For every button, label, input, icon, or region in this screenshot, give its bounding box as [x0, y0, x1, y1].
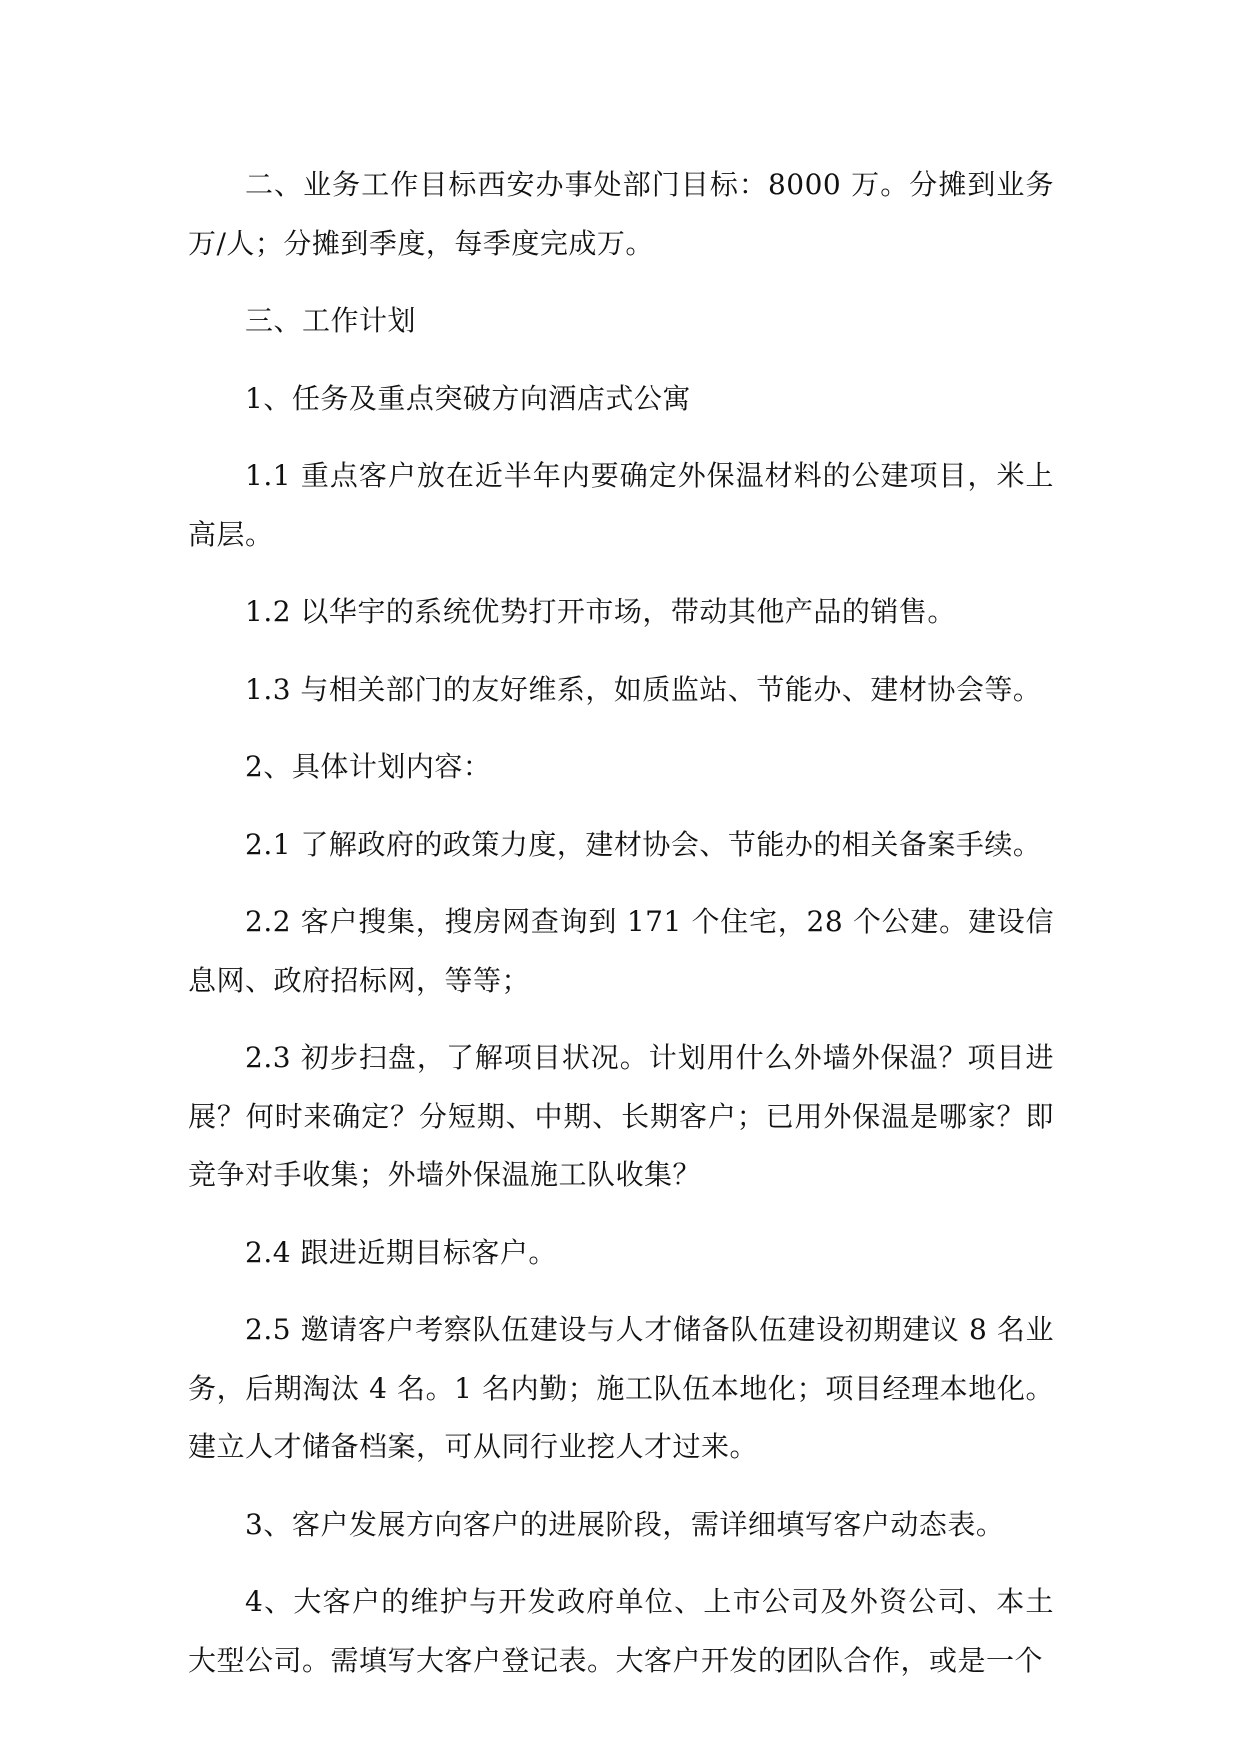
paragraph-client-direction: 3、客户发展方向客户的进展阶段，需详细填写客户动态表。 [245, 1507, 1005, 1541]
paragraph-2-4: 2.4 跟进近期目标客户。 [245, 1235, 557, 1269]
paragraph-1-3: 1.3 与相关部门的友好维系，如质监站、节能办、建材协会等。 [245, 672, 1042, 706]
paragraph-2-3: 2.3 初步扫盘，了解项目状况。计划用什么外墙外保温？项目进展？何时来确定？分短期、中期、长期客户；已用外保温是哪家？即竞争对手收集；外墙外保温施工队收集？ [188, 1041, 1054, 1191]
paragraph-task-focus: 1、任务及重点突破方向酒店式公寓 [245, 381, 691, 415]
document-body [188, 156, 1054, 1709]
paragraph-business-goal: 二、业务工作目标西安办事处部门目标：8000 万。分摊到业务万/人；分摊到季度，每季度完成万。 [188, 168, 1054, 260]
paragraph-2-5: 2.5 邀请客户考察队伍建设与人才储备队伍建设初期建议 8 名业务，后期淘汰 4 名。1 名内勤；施工队伍本地化；项目经理本地化。建立人才储备档案，可从同行业挖人才过来。 [188, 1313, 1054, 1463]
paragraph-plan-content: 2、具体计划内容： [245, 750, 492, 783]
paragraph-1-2: 1.2 以华宇的系统优势打开市场，带动其他产品的销售。 [245, 595, 956, 628]
paragraph-1-1: 1.1 重点客户放在近半年内要确定外保温材料的公建项目，米上高层。 [188, 459, 1054, 551]
paragraph-2-2: 2.2 客户搜集，搜房网查询到 171 个住宅，28 个公建。建设信息网、政府招标网，等等； [188, 905, 1054, 997]
paragraph-2-1: 2.1 了解政府的政策力度，建材协会、节能办的相关备案手续。 [245, 827, 1042, 861]
heading-work-plan: 三、工作计划 [245, 304, 417, 337]
paragraph-key-accounts: 4、大客户的维护与开发政府单位、上市公司及外资公司、本土大型公司。需填写大客户登记表。大客户开发的团队合作，或是一个 [188, 1585, 1054, 1677]
